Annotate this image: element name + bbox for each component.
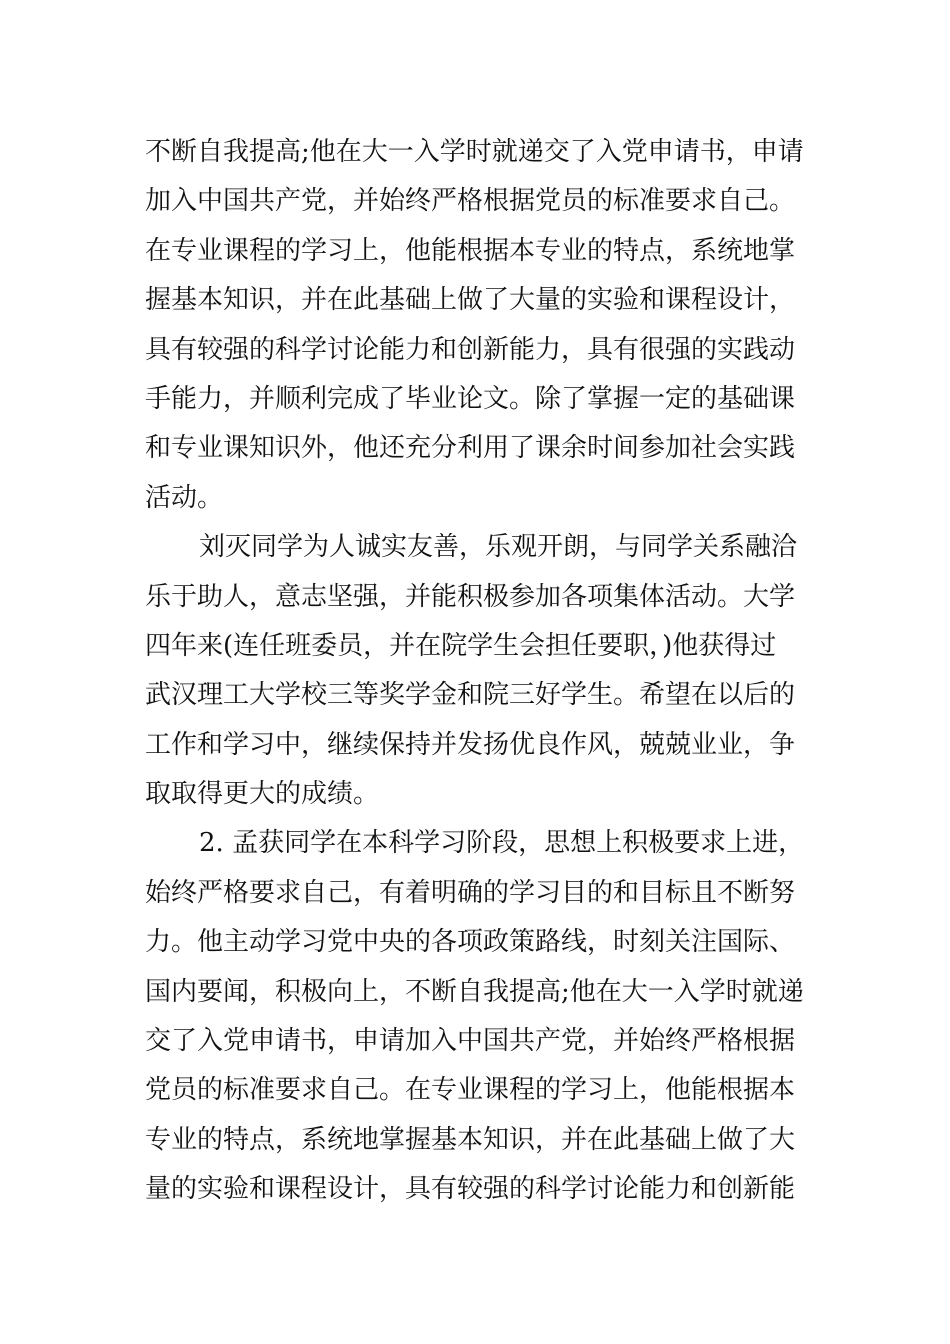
text-line: 工作和学习中，继续保持并发扬优良作风，兢兢业业，争 [145, 729, 796, 760]
paragraph-liu [145, 523, 810, 819]
text-line: 交了入党申请书，申请加入中国共产党，并始终严格根据 [145, 1026, 796, 1057]
text-line: 在专业课程的学习上，他能根据本专业的特点，系统地掌 [145, 235, 796, 266]
text-line: 和专业课知识外，他还充分利用了课余时间参加社会实践 [145, 433, 796, 464]
text-line: 2. 孟获同学在本科学习阶段，思想上积极要求上进， [199, 828, 805, 859]
text-line: 取取得更大的成绩。 [145, 779, 380, 810]
text-line: 力。他主动学习党中央的各项政策路线，时刻关注国际、 [145, 927, 796, 958]
text-line: 不断自我提高;他在大一入学时就递交了入党申请书，申请 [145, 137, 804, 167]
paragraph-meng [145, 819, 810, 1214]
text-line: 专业的特点，系统地掌握基本知识，并在此基础上做了大 [145, 1124, 796, 1155]
text-line: 四年来(连任班委员，并在院学生会担任要职，)他获得过 [145, 630, 777, 661]
text-line: 武汉理工大学校三等奖学金和院三好学生。希望在以后的 [145, 680, 796, 711]
text-line: 活动。 [145, 482, 224, 513]
text-line: 始终严格要求自己，有着明确的学习目的和目标且不断努 [145, 877, 796, 908]
text-line: 刘灭同学为人诚实友善，乐观开朗，与同学关系融洽 [199, 532, 798, 563]
paragraph-continued [145, 128, 810, 523]
text-line: 党员的标准要求自己。在专业课程的学习上，他能根据本 [145, 1075, 796, 1106]
text-line: 握基本知识，并在此基础上做了大量的实验和课程设计， [145, 285, 796, 316]
text-line: 量的实验和课程设计，具有较强的科学讨论能力和创新能 [145, 1174, 796, 1205]
text-line: 手能力，并顺利完成了毕业论文。除了掌握一定的基础课 [145, 383, 796, 414]
text-line: 国内要闻，积极向上，不断自我提高;他在大一入学时就递 [145, 976, 804, 1007]
document-body [145, 128, 810, 1215]
text-line: 乐于助人，意志坚强，并能积极参加各项集体活动。大学 [145, 581, 796, 612]
text-line: 具有较强的科学讨论能力和创新能力，具有很强的实践动 [145, 334, 796, 365]
text-line: 加入中国共产党，并始终严格根据党员的标准要求自己。 [145, 186, 796, 217]
